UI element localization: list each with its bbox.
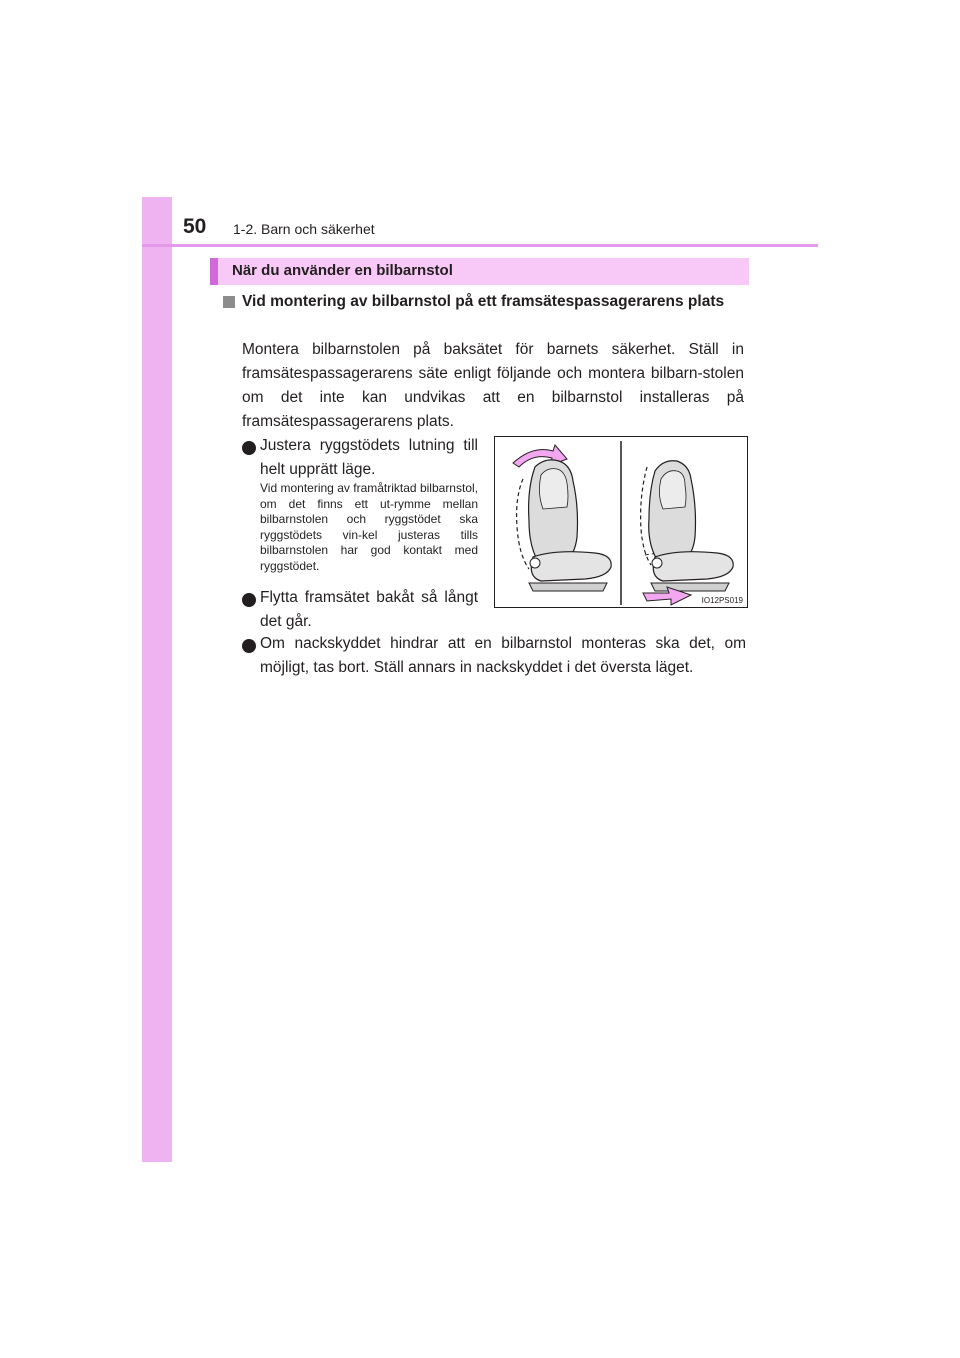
square-bullet-icon	[223, 296, 235, 308]
seat-diagram	[495, 437, 747, 607]
seat-cushion	[531, 552, 611, 581]
header-rule	[142, 244, 818, 247]
bullet-dot-icon	[242, 639, 256, 653]
bullet-dot-icon	[242, 441, 256, 455]
seat-cushion	[653, 552, 733, 581]
note-text: Vid montering av framåtriktad bilbarnstol, om det finns ett ut-rymme mellan bilbarnstolen och ryggstödet ska ryggstödets vin-kel justeras tills bilbarnstolen har god kontakt med ryggstödet.	[260, 481, 478, 573]
page-number: 50	[183, 215, 207, 238]
chapter-title: 1-2. Barn och säkerhet	[233, 221, 375, 237]
section-header	[210, 258, 749, 285]
side-color-strip	[142, 197, 172, 1162]
bullet-item: Flytta framsätet bakåt så långt det går.	[260, 589, 478, 630]
figure-code: IO12PS019	[701, 596, 743, 605]
reclined-outline	[517, 479, 529, 569]
bullet-dot-icon	[242, 593, 256, 607]
intro-paragraph: Montera bilbarnstolen på baksätet för barnets säkerhet. Ställ in framsätespassagerarens säte enligt följande och montera bilbarn-stolen om det inte kan undvikas att en bilbarnstol installeras på framsätespassagerarens plats.	[242, 341, 744, 430]
section-title: När du använder en bilbarnstol	[232, 262, 453, 279]
subheading: Vid montering av bilbarnstol på ett framsätespassagerarens plats	[242, 293, 725, 310]
bullet-item: Justera ryggstödets lutning till helt upprätt läge.	[260, 437, 478, 478]
bullet-item: Om nackskyddet hindrar att en bilbarnstol monteras ska det, om möjligt, tas bort. Ställ annars in nackskyddet i det översta läget.	[260, 635, 746, 676]
seat-illustration	[494, 436, 748, 608]
